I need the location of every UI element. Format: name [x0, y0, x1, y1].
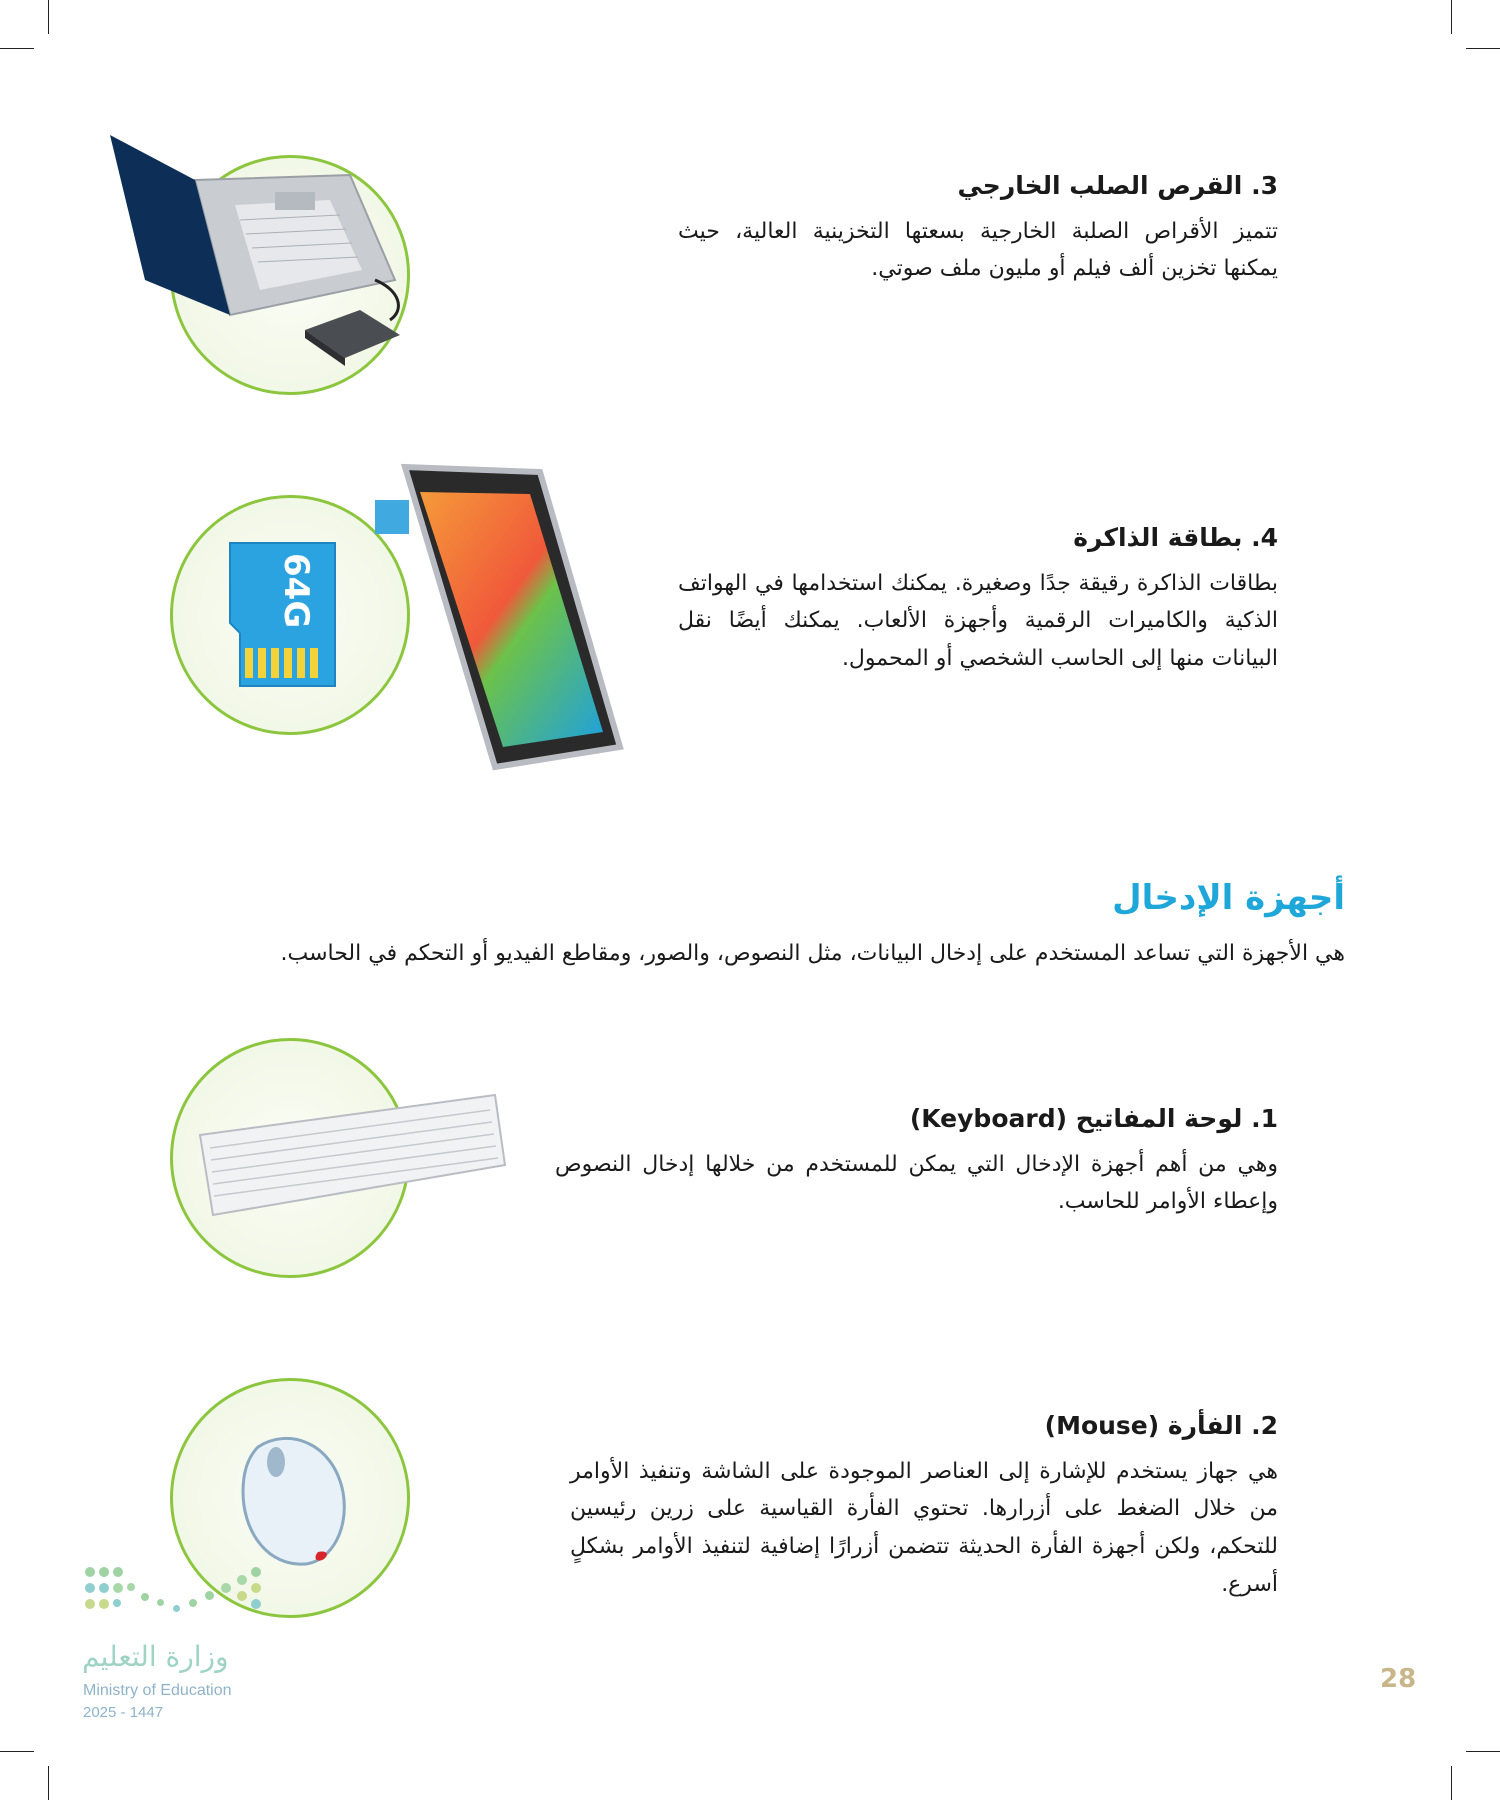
crop-mark: [1466, 48, 1500, 49]
mouse-body: هي جهاز يستخدم للإشارة إلى العناصر الموجودة على الشاشة وتنفيذ الأوامر من خلال الضغط على أزرارها. تحتوي الفأرة القياسية على زرين رئيسين للتحكم، ولكن أجهزة الفأرة الحديثة تتضمن أزرارًا إضافية لتنفيذ الأوامر بشكلٍ أسرع.: [570, 1458, 1278, 1597]
inserted-sd-card: [375, 500, 409, 534]
hdd-section: [678, 170, 1278, 288]
laptop-with-external-drive-image: [100, 130, 420, 380]
crop-mark: [1451, 0, 1452, 34]
crop-mark: [1466, 1751, 1500, 1752]
keyboard-title: 1. لوحة المفاتيح (Keyboard): [909, 1104, 1278, 1133]
ministry-logo: [85, 1565, 270, 1625]
crop-mark: [0, 1751, 34, 1752]
memory-card-image: [225, 538, 345, 688]
mouse-section: [570, 1410, 1278, 1604]
ministry-name-en: Ministry of Education: [83, 1682, 232, 1699]
memory-card-body: بطاقات الذاكرة رقيقة جدًا وصغيرة. يمكنك استخدامها في الهواتف الذكية والكاميرات الرقمية وأجهزة الألعاب. يمكنك أيضًا نقل البيانات منها إلى الحاسب الشخصي أو المحمول.: [678, 570, 1278, 672]
crop-mark: [1451, 1766, 1452, 1800]
crop-mark: [48, 0, 49, 34]
keyboard-body: وهي من أهم أجهزة الإدخال التي يمكن للمستخدم من خلالها إدخال النصوص وإعطاء الأوامر للحاسب.: [555, 1151, 1278, 1215]
hdd-body: تتميز الأقراص الصلبة الخارجية بسعتها التخزينية العالية، حيث يمكنها تخزين ألف فيلم أو مليون ملف صوتي.: [678, 218, 1278, 282]
section-heading: أجهزة الإدخال: [1112, 878, 1345, 918]
mouse-title: 2. الفأرة (Mouse): [1044, 1411, 1278, 1440]
memory-card-section: [678, 522, 1278, 678]
section-intro: هي الأجهزة التي تساعد المستخدم على إدخال البيانات، مثل النصوص، والصور، ومقاطع الفيديو أو التحكم في الحاسب.: [280, 941, 1345, 966]
smartphone-image: [375, 462, 635, 782]
memory-card-label: 64G: [276, 553, 316, 629]
edition-year: 2025 - 1447: [83, 1704, 164, 1721]
mouse-image: [238, 1432, 358, 1572]
keyboard-image: [195, 1090, 510, 1220]
memory-card-title: 4. بطاقة الذاكرة: [1073, 523, 1278, 552]
crop-mark: [48, 1766, 49, 1800]
crop-mark: [0, 48, 34, 49]
hdd-title: 3. القرص الصلب الخارجي: [957, 171, 1278, 200]
ministry-name-ar: وزارة التعليم: [82, 1640, 229, 1673]
keyboard-section: [555, 1103, 1278, 1221]
page-number: 28: [1380, 1664, 1417, 1694]
